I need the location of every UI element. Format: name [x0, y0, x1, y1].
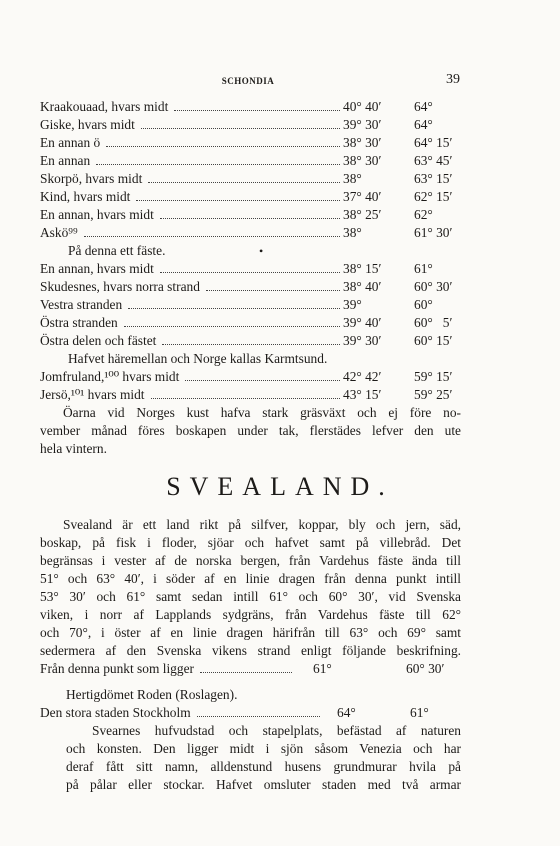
latitude: 38° 25′ [340, 206, 381, 224]
latitude: 39° 30′ [340, 116, 381, 134]
dot-leader [160, 272, 340, 273]
table-row [40, 170, 460, 188]
paragraph-line: 53° 30′ och 61° samt sedan intill 61° och 60° 30′, vid Svenska [40, 589, 461, 604]
latitude: 39° 30′ [340, 332, 381, 350]
dot-leader [174, 110, 340, 111]
table-row [40, 296, 460, 314]
paragraph-line: på pålar eller stockar. Hafvet omsluter staden med två armar [66, 777, 461, 792]
place-name: En annan [40, 153, 91, 168]
longitude: 60° [414, 297, 433, 312]
longitude: 62° 15′ [414, 189, 453, 204]
place-name: Giske, hvars midt [40, 117, 135, 132]
longitude: 60° 5′ [414, 315, 453, 330]
duchy-heading: Hertigdömet Roden (Roslagen). [66, 687, 238, 702]
dot-leader [160, 218, 340, 219]
dot-leader [124, 326, 340, 327]
longitude: 60° 30′ [406, 661, 445, 676]
dot-leader [136, 200, 340, 201]
dot-leader [128, 308, 340, 309]
place-name: Skorpö, hvars midt [40, 171, 143, 186]
latitude: 64° [334, 704, 356, 722]
latitude: 38° [340, 224, 362, 242]
table-row [40, 98, 460, 116]
place-name: Jomfruland,¹⁰⁰ hvars midt [40, 369, 180, 384]
longitude: 64° 15′ [414, 135, 453, 150]
paragraph-line: Svealand är ett land rikt på silfver, koppar, bly och jern, säd, [63, 517, 461, 532]
table-row [40, 704, 460, 722]
dot-leader [96, 164, 340, 165]
table-row [40, 152, 460, 170]
table-row [40, 660, 460, 678]
latitude: 38° 40′ [340, 278, 381, 296]
table-row [40, 188, 460, 206]
running-title: SCHONDIA [221, 76, 275, 86]
dot-leader [151, 398, 340, 399]
dot-leader [206, 290, 340, 291]
paragraph-line: 51° och 63° 40′, i söder af en linie dragen från denna punkt intill [40, 571, 461, 586]
paragraph-line: deraf fått sitt namn, alldenstund husens grundmurar hvila på [66, 759, 461, 774]
longitude: 62° [414, 207, 433, 222]
stray-mark: • [259, 244, 264, 258]
place-name: En annan, hvars midt [40, 261, 154, 276]
place-name: Östra delen och fästet [40, 333, 157, 348]
table-row [40, 260, 460, 278]
longitude: 61° [410, 705, 429, 720]
table-row [40, 116, 460, 134]
paragraph-line: begränsas i vester af de norska bergen, från Vardehus fäste ända till [40, 553, 461, 568]
place-name: Askö⁹⁹ [40, 225, 78, 240]
place-name: Jersö,¹⁰¹ hvars midt [40, 387, 145, 402]
dot-leader [162, 344, 340, 345]
table-row [40, 134, 460, 152]
longitude: 64° [414, 117, 433, 132]
place-name: Från denna punkt som ligger [40, 661, 194, 676]
place-name: En annan ö [40, 135, 101, 150]
note-fastet: På denna ett fäste. [68, 243, 166, 258]
dot-leader [141, 128, 340, 129]
table-row [40, 206, 460, 224]
paragraph-line: Svearnes hufvudstad och stapelplats, befästad af naturen [92, 723, 461, 738]
latitude: 61° [310, 660, 332, 678]
note-karmtsund: Hafvet häremellan och Norge kallas Karmtsund. [68, 351, 328, 366]
latitude: 38° 30′ [340, 152, 381, 170]
latitude: 42° 42′ [340, 368, 381, 386]
paragraph-line: och konsten. Den ligger midt i sjön såsom Venezia och har [66, 741, 461, 756]
paragraph-line: boskap, på fisk i floder, sjöar och hafvet samt på villebråd. Det [40, 535, 461, 550]
longitude: 59° 25′ [414, 387, 453, 402]
dot-leader [106, 146, 340, 147]
note-line: hela vintern. [40, 441, 107, 456]
latitude: 38° [340, 170, 362, 188]
longitude: 59° 15′ [414, 369, 453, 384]
paragraph-line: och 70°, i öster af en linie dragen härifrån till 63° och 69° samt [40, 625, 461, 640]
table-row [40, 314, 460, 332]
table-row [40, 224, 460, 242]
dot-leader [148, 182, 340, 183]
latitude: 38° 30′ [340, 134, 381, 152]
longitude: 64° [414, 99, 433, 114]
place-name: Den stora staden Stockholm [40, 705, 191, 720]
latitude: 39° 40′ [340, 314, 381, 332]
paragraph-line: viken, i norr af Lapplands sydgräns, från Vardehus fäste till 62° [40, 607, 461, 622]
page-header [36, 72, 460, 92]
note-line: Öarna vid Norges kust hafva stark gräsväxt och ej före no- [63, 405, 461, 420]
latitude: 39° [340, 296, 362, 314]
longitude: 61° 30′ [414, 225, 453, 240]
place-name: Skudesnes, hvars norra strand [40, 279, 200, 294]
longitude: 60° 15′ [414, 333, 453, 348]
section-title: SVEALAND. [166, 472, 394, 501]
longitude: 61° [414, 261, 433, 276]
table-row [40, 368, 460, 386]
dot-leader [84, 236, 340, 237]
table-row [40, 332, 460, 350]
paragraph-line: sedermera af den Svenska vikens strand enligt följande beskrifning. [40, 643, 461, 658]
longitude: 60° 30′ [414, 279, 453, 294]
dot-leader [185, 380, 340, 381]
place-name: Kraakouaad, hvars midt [40, 99, 169, 114]
longitude: 63° 45′ [414, 153, 453, 168]
table-row [40, 278, 460, 296]
dot-leader [197, 716, 320, 717]
place-name: Vestra stranden [40, 297, 123, 312]
note-line: vember månad föres boskapen under tak, flerstädes lefver den ute [40, 423, 461, 438]
table-row [40, 386, 460, 404]
latitude: 37° 40′ [340, 188, 381, 206]
latitude: 43° 15′ [340, 386, 381, 404]
place-name: En annan, hvars midt [40, 207, 154, 222]
latitude: 40° 40′ [340, 98, 381, 116]
longitude: 63° 15′ [414, 171, 453, 186]
latitude: 38° 15′ [340, 260, 381, 278]
place-name: Kind, hvars midt [40, 189, 131, 204]
page-number: 39 [446, 72, 460, 87]
dot-leader [200, 672, 292, 673]
place-name: Östra stranden [40, 315, 118, 330]
